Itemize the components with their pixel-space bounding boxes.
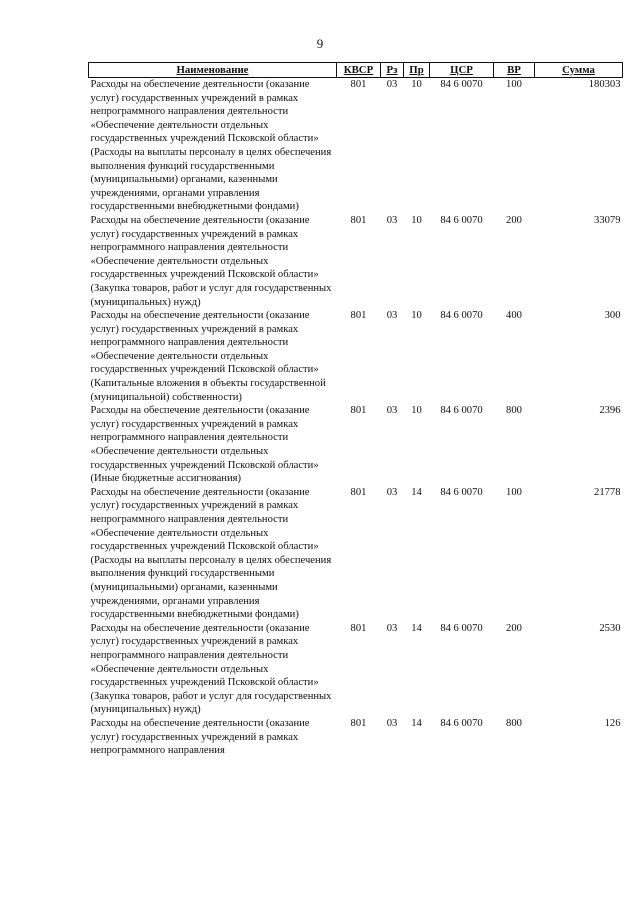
row-name-text: Расходы на обеспечение деятельности (оказание услуг) государственных учреждений в рамках непрограммного направления деятельности «Обеспечение деятельности отдельных государственных учреждений Псковской области» (Капитальные вложения в объекты государственной (муниципальной) собственности)	[90, 310, 326, 403]
table-row	[89, 622, 623, 717]
row-name-text: Расходы на обеспечение деятельности (оказание услуг) государственных учреждений в рамках непрограммного направления	[90, 717, 310, 757]
row-sum: 2396	[599, 405, 621, 417]
row-csr: 84 6 0070	[440, 622, 483, 634]
row-vr: 100	[506, 486, 522, 498]
row-kvsr: 801	[350, 214, 367, 226]
row-kvsr: 801	[350, 405, 367, 417]
row-kvsr: 801	[350, 717, 367, 729]
table-row	[89, 717, 623, 758]
row-sum: 2530	[599, 622, 621, 634]
header-kvsr: КВСР	[337, 63, 381, 78]
row-csr: 84 6 0070	[440, 79, 483, 90]
header-pr: Пр	[404, 63, 430, 78]
row-rz: 03	[386, 405, 398, 417]
row-vr: 200	[506, 622, 522, 634]
row-vr: 100	[506, 79, 522, 90]
row-name	[89, 78, 337, 214]
row-csr: 84 6 0070	[440, 310, 483, 322]
table-row	[89, 78, 623, 214]
row-name	[89, 404, 337, 486]
table-body	[89, 78, 623, 758]
row-pr: 14	[411, 717, 422, 729]
row-name-text: Расходы на обеспечение деятельности (оказание услуг) государственных учреждений в рамках непрограммного направления деятельности «Обеспечение деятельности отдельных государственных учреждений Псковской области» (Расходы на выплаты персоналу в целях обеспечения выполнения функций государственными (муниципальными) органами, казенными учреждениями, органами управления государственными внебюджетными фондами)	[90, 486, 332, 621]
row-pr: 10	[411, 310, 422, 322]
row-pr: 14	[411, 486, 422, 498]
table-row	[89, 309, 623, 404]
row-kvsr: 801	[350, 79, 367, 90]
row-pr: 10	[411, 405, 422, 417]
table-row	[89, 214, 623, 309]
row-kvsr: 801	[350, 310, 367, 322]
row-rz: 03	[386, 214, 398, 226]
row-name-text: Расходы на обеспечение деятельности (оказание услуг) государственных учреждений в рамках непрограммного направления деятельности «Обеспечение деятельности отдельных государственных учреждений Псковской области» (Закупка товаров, работ и услуг для государственных (муниципальных) нужд)	[90, 622, 332, 716]
row-csr: 84 6 0070	[440, 486, 483, 498]
row-kvsr: 801	[350, 486, 367, 498]
row-vr: 800	[506, 405, 522, 417]
row-pr: 10	[411, 214, 422, 226]
row-name-text: Расходы на обеспечение деятельности (оказание услуг) государственных учреждений в рамках непрограммного направления деятельности «Обеспечение деятельности отдельных государственных учреждений Псковской области» (Закупка товаров, работ и услуг для государственных (муниципальных) нужд)	[90, 214, 332, 308]
row-name	[89, 309, 337, 404]
row-pr: 10	[411, 79, 422, 90]
header-sum: Сумма	[535, 63, 623, 78]
row-csr: 84 6 0070	[440, 405, 483, 417]
page-number: 9	[316, 36, 324, 51]
row-kvsr: 801	[350, 622, 367, 634]
row-name	[89, 486, 337, 622]
row-sum: 300	[604, 310, 621, 322]
table-row	[89, 486, 623, 622]
row-name-text: Расходы на обеспечение деятельности (оказание услуг) государственных учреждений в рамках непрограммного направления деятельности «Обеспечение деятельности отдельных государственных учреждений Псковской области» (Иные бюджетные ассигнования)	[90, 405, 319, 485]
row-sum: 33079	[594, 214, 621, 226]
row-sum: 21778	[594, 486, 621, 498]
budget-table	[88, 62, 623, 758]
row-pr: 14	[411, 622, 422, 634]
row-rz: 03	[386, 79, 398, 90]
header-row	[89, 63, 623, 78]
row-name-text: Расходы на обеспечение деятельности (оказание услуг) государственных учреждений в рамках непрограммного направления деятельности «Обеспечение деятельности отдельных государственных учреждений Псковской области» (Расходы на выплаты персоналу в целях обеспечения выполнения функций государственными (муниципальными) органами, казенными учреждениями, органами управления государственными внебюджетными фондами)	[90, 79, 332, 213]
row-name	[89, 717, 337, 758]
header-rz: Рз	[381, 63, 404, 78]
table-row	[89, 404, 623, 486]
row-rz: 03	[386, 622, 398, 634]
row-name	[89, 622, 337, 717]
row-sum: 180303	[588, 79, 621, 90]
table-header	[89, 63, 623, 78]
row-sum: 126	[604, 717, 621, 729]
row-rz: 03	[386, 310, 398, 322]
row-vr: 800	[506, 717, 522, 729]
row-name	[89, 214, 337, 309]
row-vr: 400	[506, 310, 522, 322]
header-vr: ВР	[494, 63, 535, 78]
row-csr: 84 6 0070	[440, 717, 483, 729]
header-name: Наименование	[89, 63, 337, 78]
row-vr: 200	[506, 214, 522, 226]
row-csr: 84 6 0070	[440, 214, 483, 226]
row-rz: 03	[386, 486, 398, 498]
header-csr: ЦСР	[430, 63, 494, 78]
row-rz: 03	[386, 717, 398, 729]
